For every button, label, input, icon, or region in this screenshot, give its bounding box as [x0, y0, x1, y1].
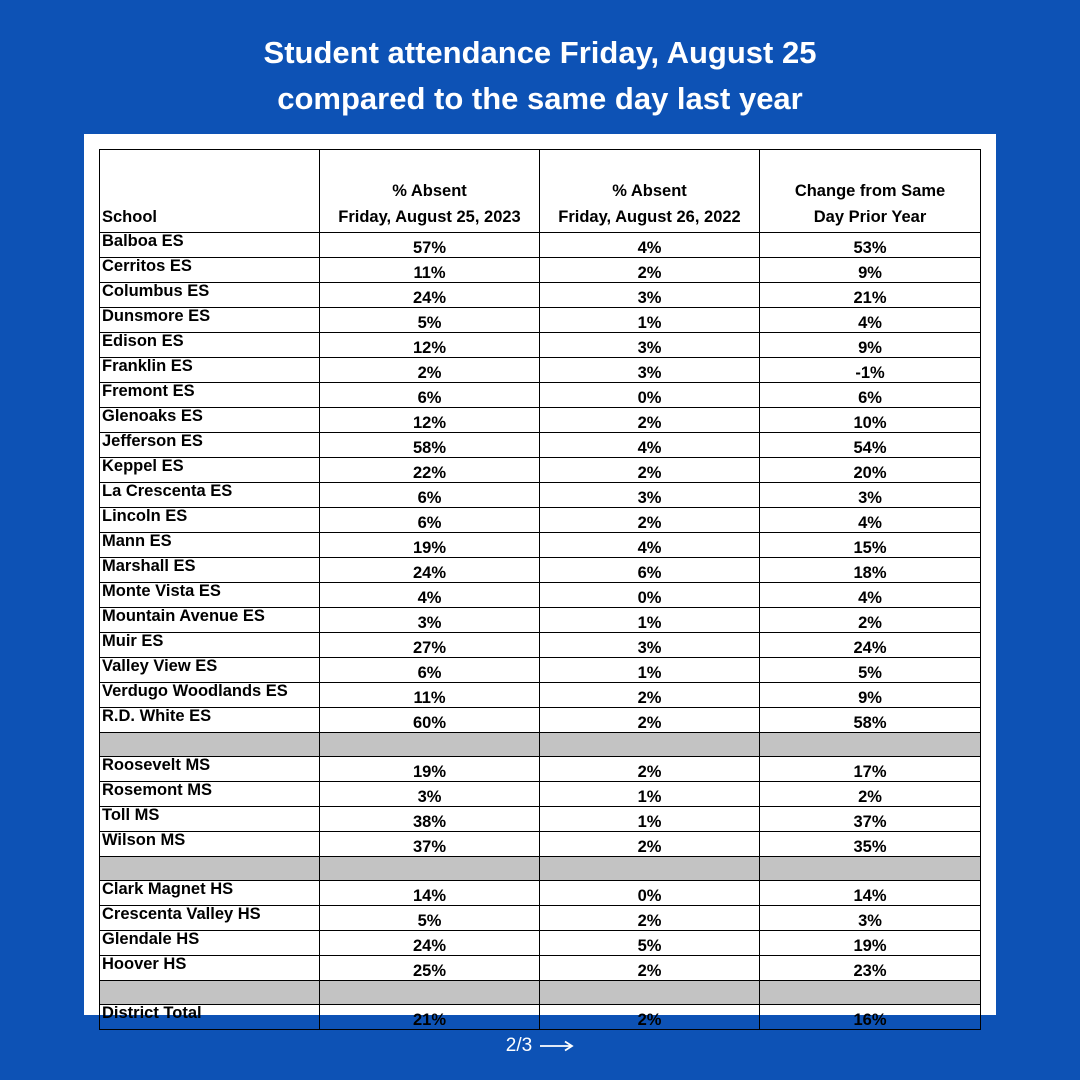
absent-2022-cell: 3%: [540, 483, 760, 508]
absent-2023-cell: 27%: [320, 633, 540, 658]
absent-2022-cell: 1%: [540, 658, 760, 683]
absent-2022-cell: 3%: [540, 333, 760, 358]
attendance-table-body: [100, 150, 981, 1030]
change-cell: 14%: [760, 881, 981, 906]
table-row: [100, 558, 981, 583]
absent-2023-cell: 3%: [320, 608, 540, 633]
school-name-cell: Hoover HS: [100, 956, 320, 981]
change-cell: 9%: [760, 258, 981, 283]
absent-2023-cell: 3%: [320, 782, 540, 807]
absent-2022-cell: 0%: [540, 583, 760, 608]
arrow-right-icon: [540, 1034, 574, 1058]
school-name-cell: Balboa ES: [100, 233, 320, 258]
school-name-cell: Mann ES: [100, 533, 320, 558]
header-absent-2022: [540, 150, 760, 233]
separator-cell: [320, 981, 540, 1005]
change-cell: -1%: [760, 358, 981, 383]
change-cell: 37%: [760, 807, 981, 832]
school-name-cell: Dunsmore ES: [100, 308, 320, 333]
table-row: [100, 308, 981, 333]
table-row: [100, 258, 981, 283]
change-cell: 3%: [760, 906, 981, 931]
absent-2022-cell: 3%: [540, 358, 760, 383]
school-name-cell: Glendale HS: [100, 931, 320, 956]
absent-2022-cell: 2%: [540, 458, 760, 483]
table-row: [100, 383, 981, 408]
absent-2023-cell: 58%: [320, 433, 540, 458]
change-cell: 15%: [760, 533, 981, 558]
change-cell: 4%: [760, 308, 981, 333]
school-name-cell: Monte Vista ES: [100, 583, 320, 608]
table-row: [100, 683, 981, 708]
absent-2022-cell: 4%: [540, 533, 760, 558]
table-row: [100, 583, 981, 608]
absent-2022-cell: 4%: [540, 233, 760, 258]
table-row: [100, 408, 981, 433]
change-cell: 3%: [760, 483, 981, 508]
absent-2022-cell: 3%: [540, 283, 760, 308]
school-name-cell: La Crescenta ES: [100, 483, 320, 508]
absent-2022-cell: 2%: [540, 408, 760, 433]
absent-2023-cell: 6%: [320, 508, 540, 533]
change-cell: 53%: [760, 233, 981, 258]
absent-2022-cell: 2%: [540, 1005, 760, 1030]
table-row: [100, 782, 981, 807]
absent-2023-cell: 12%: [320, 333, 540, 358]
school-name-cell: Crescenta Valley HS: [100, 906, 320, 931]
table-row: [100, 483, 981, 508]
absent-2023-cell: 24%: [320, 558, 540, 583]
school-name-cell: Clark Magnet HS: [100, 881, 320, 906]
table-row: [100, 458, 981, 483]
school-name-cell: Lincoln ES: [100, 508, 320, 533]
absent-2022-cell: 2%: [540, 508, 760, 533]
table-row: [100, 708, 981, 733]
title-line-1: Student attendance Friday, August 25: [263, 35, 817, 70]
absent-2022-cell: 0%: [540, 383, 760, 408]
table-row: [100, 608, 981, 633]
absent-2023-cell: 21%: [320, 1005, 540, 1030]
absent-2022-cell: 4%: [540, 433, 760, 458]
absent-2023-cell: 5%: [320, 308, 540, 333]
change-cell: 21%: [760, 283, 981, 308]
absent-2022-cell: 2%: [540, 906, 760, 931]
school-name-cell: Toll MS: [100, 807, 320, 832]
school-name-cell: Muir ES: [100, 633, 320, 658]
separator-cell: [540, 981, 760, 1005]
absent-2023-cell: 60%: [320, 708, 540, 733]
school-name-cell: Glenoaks ES: [100, 408, 320, 433]
table-row: [100, 931, 981, 956]
absent-2023-cell: 6%: [320, 658, 540, 683]
change-cell: 4%: [760, 508, 981, 533]
absent-2022-cell: 6%: [540, 558, 760, 583]
title-line-2: compared to the same day last year: [277, 81, 803, 116]
school-name-cell: Cerritos ES: [100, 258, 320, 283]
school-name-cell: Jefferson ES: [100, 433, 320, 458]
school-name-cell: Edison ES: [100, 333, 320, 358]
change-cell: 23%: [760, 956, 981, 981]
school-name-cell: Franklin ES: [100, 358, 320, 383]
table-row: [100, 881, 981, 906]
table-row: [100, 433, 981, 458]
table-panel: [84, 134, 996, 1029]
table-row: [100, 906, 981, 931]
page-title: [0, 30, 1080, 122]
absent-2023-cell: 5%: [320, 906, 540, 931]
separator-cell: [540, 733, 760, 757]
school-name-cell: Fremont ES: [100, 383, 320, 408]
page-number: 2/3: [505, 1035, 533, 1056]
change-cell: 4%: [760, 583, 981, 608]
separator-cell: [760, 733, 981, 757]
separator-cell: [760, 981, 981, 1005]
absent-2023-cell: 25%: [320, 956, 540, 981]
change-cell: 6%: [760, 383, 981, 408]
absent-2022-cell: 2%: [540, 708, 760, 733]
absent-2023-cell: 24%: [320, 931, 540, 956]
table-header-row: [100, 150, 981, 233]
absent-2022-cell: 2%: [540, 683, 760, 708]
absent-2023-cell: 22%: [320, 458, 540, 483]
absent-2022-cell: 2%: [540, 832, 760, 857]
header-absent-2023-line1: % Absent: [392, 182, 467, 200]
separator-cell: [100, 733, 320, 757]
header-absent-2022-line2: Friday, August 26, 2022: [558, 208, 741, 226]
absent-2023-cell: 57%: [320, 233, 540, 258]
change-cell: 54%: [760, 433, 981, 458]
table-row: [100, 283, 981, 308]
table-row: [100, 358, 981, 383]
absent-2023-cell: 24%: [320, 283, 540, 308]
table-row: [100, 333, 981, 358]
school-name-cell: Verdugo Woodlands ES: [100, 683, 320, 708]
table-row: [100, 832, 981, 857]
district-total-row: [100, 1005, 981, 1030]
separator-cell: [320, 857, 540, 881]
absent-2023-cell: 4%: [320, 583, 540, 608]
table-row: [100, 233, 981, 258]
change-cell: 35%: [760, 832, 981, 857]
school-name-cell: Mountain Avenue ES: [100, 608, 320, 633]
absent-2022-cell: 2%: [540, 956, 760, 981]
page-indicator: [0, 1034, 1080, 1058]
separator-row: [100, 981, 981, 1005]
change-cell: 58%: [760, 708, 981, 733]
table-row: [100, 508, 981, 533]
absent-2023-cell: 11%: [320, 258, 540, 283]
absent-2022-cell: 2%: [540, 258, 760, 283]
school-name-cell: Marshall ES: [100, 558, 320, 583]
header-absent-2023-line2: Friday, August 25, 2023: [338, 208, 521, 226]
header-absent-2023: [320, 150, 540, 233]
absent-2023-cell: 38%: [320, 807, 540, 832]
change-cell: 9%: [760, 683, 981, 708]
change-cell: 2%: [760, 608, 981, 633]
table-row: [100, 757, 981, 782]
table-row: [100, 658, 981, 683]
change-cell: 10%: [760, 408, 981, 433]
absent-2023-cell: 11%: [320, 683, 540, 708]
change-cell: 9%: [760, 333, 981, 358]
change-cell: 5%: [760, 658, 981, 683]
absent-2023-cell: 37%: [320, 832, 540, 857]
absent-2022-cell: 1%: [540, 782, 760, 807]
absent-2023-cell: 19%: [320, 533, 540, 558]
header-school: School: [100, 150, 320, 233]
absent-2022-cell: 2%: [540, 757, 760, 782]
school-name-cell: Rosemont MS: [100, 782, 320, 807]
absent-2023-cell: 12%: [320, 408, 540, 433]
school-name-cell: R.D. White ES: [100, 708, 320, 733]
absent-2023-cell: 6%: [320, 383, 540, 408]
table-row: [100, 956, 981, 981]
change-cell: 24%: [760, 633, 981, 658]
school-name-cell: Wilson MS: [100, 832, 320, 857]
absent-2022-cell: 5%: [540, 931, 760, 956]
change-cell: 20%: [760, 458, 981, 483]
separator-cell: [100, 981, 320, 1005]
table-row: [100, 633, 981, 658]
change-cell: 18%: [760, 558, 981, 583]
school-name-cell: District Total: [100, 1005, 320, 1030]
absent-2023-cell: 19%: [320, 757, 540, 782]
school-name-cell: Keppel ES: [100, 458, 320, 483]
school-name-cell: Roosevelt MS: [100, 757, 320, 782]
change-cell: 19%: [760, 931, 981, 956]
separator-cell: [540, 857, 760, 881]
absent-2023-cell: 14%: [320, 881, 540, 906]
separator-cell: [100, 857, 320, 881]
header-change-line2: Day Prior Year: [813, 208, 927, 226]
separator-cell: [760, 857, 981, 881]
change-cell: 16%: [760, 1005, 981, 1030]
header-absent-2022-line1: % Absent: [612, 182, 687, 200]
absent-2022-cell: 1%: [540, 308, 760, 333]
absent-2022-cell: 0%: [540, 881, 760, 906]
attendance-table: [99, 149, 981, 1030]
absent-2023-cell: 6%: [320, 483, 540, 508]
absent-2022-cell: 1%: [540, 608, 760, 633]
absent-2022-cell: 3%: [540, 633, 760, 658]
table-row: [100, 533, 981, 558]
separator-cell: [320, 733, 540, 757]
school-name-cell: Valley View ES: [100, 658, 320, 683]
header-change: [760, 150, 981, 233]
change-cell: 17%: [760, 757, 981, 782]
absent-2023-cell: 2%: [320, 358, 540, 383]
header-change-line1: Change from Same: [794, 182, 946, 200]
table-row: [100, 807, 981, 832]
school-name-cell: Columbus ES: [100, 283, 320, 308]
separator-row: [100, 733, 981, 757]
separator-row: [100, 857, 981, 881]
absent-2022-cell: 1%: [540, 807, 760, 832]
change-cell: 2%: [760, 782, 981, 807]
